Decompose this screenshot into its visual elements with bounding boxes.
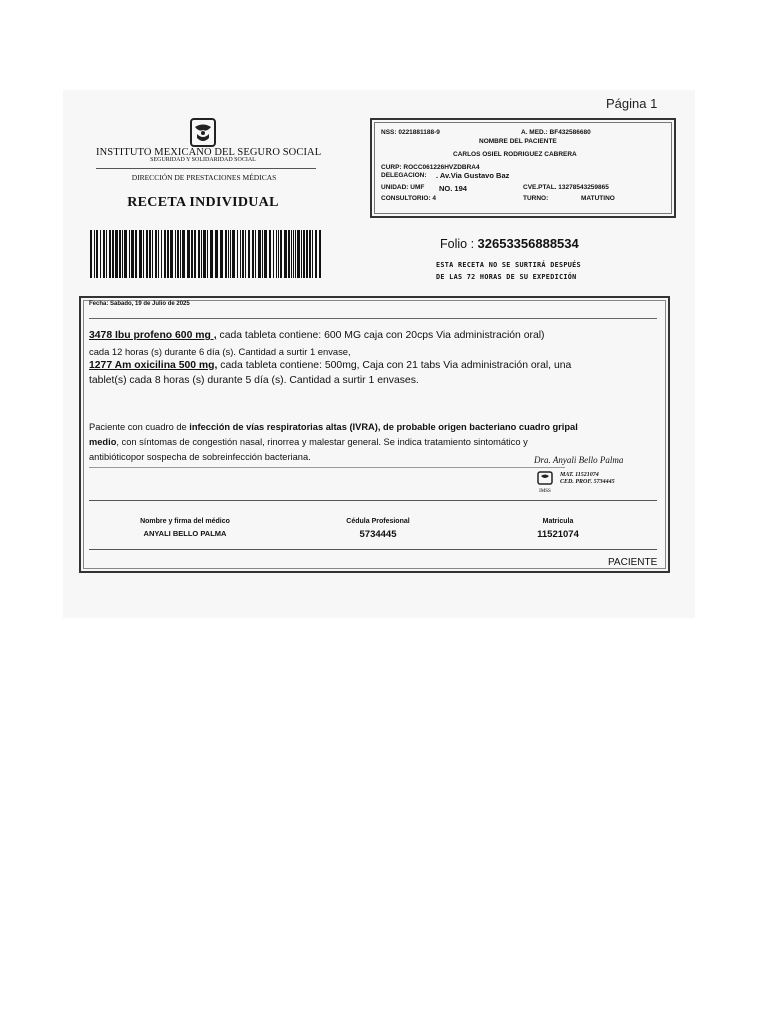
document-title: RECETA INDIVIDUAL [127, 195, 279, 210]
delegacion-label: DELEGACION: [381, 172, 427, 179]
turno-label: TURNO: [523, 195, 549, 202]
imss-stamp-icon [535, 471, 555, 493]
diagnosis-line-1 [89, 422, 578, 432]
date-divider [89, 318, 657, 319]
stamp-label: IMSS [539, 489, 551, 493]
diagnosis-text-1: Paciente con cuadro de [89, 422, 190, 432]
rx-item-2-drug: 1277 Am oxicilina 500 mg, [89, 360, 218, 371]
folio-number: 32653356888534 [477, 236, 579, 251]
turno-value: MATUTINO [581, 195, 615, 202]
folio [440, 236, 579, 251]
diagnosis-line-3: antibióticopor sospecha de sobreinfección bacteriana. [89, 452, 311, 462]
signature-divider [89, 467, 565, 468]
nss-field: NSS: 0221881188-9 [381, 129, 440, 136]
institution-name: INSTITUTO MEXICANO DEL SEGURO SOCIAL [96, 147, 322, 158]
patient-info-box [370, 118, 676, 218]
footer-divider-top [89, 500, 657, 501]
curp-field: CURP: ROCC061226HVZDBRA4 [381, 164, 480, 171]
matricula-label: Matricula [542, 518, 574, 525]
rx-item-1-drug: 3478 Ibu profeno 600 mg , [89, 330, 217, 341]
cedula-label: Cédula Profesional [346, 518, 410, 525]
institution-motto: SEGURIDAD Y SOLIDARIDAD SOCIAL [150, 157, 256, 163]
cve-ptal-field: CVE.PTAL. 13278543259865 [523, 184, 609, 191]
header-divider [96, 168, 316, 169]
diagnosis-bold-2: medio [89, 437, 117, 447]
page-number: Página 1 [606, 96, 658, 111]
imss-eagle-logo-icon [183, 118, 223, 148]
diagnosis-bold-1: infección de vías respiratorias altas (IVRA), de probable origen bacteriano cuadro gripal [189, 422, 578, 432]
doctor-name-value: ANYALI BELLO PALMA [143, 529, 227, 538]
doctor-signature: Dra. Anyali Bello Palma [534, 455, 624, 465]
barcode-icon [90, 230, 322, 278]
unidad-label: UNIDAD: UMF [381, 184, 425, 191]
signature-ced: CED. PROF. 5734445 [560, 479, 615, 485]
diagnosis-line-2 [89, 437, 528, 447]
rx-item-1-line-1 [89, 330, 545, 341]
rx-item-2-dosage: tablet(s) cada 8 horas (s) durante 5 día (s). Cantidad a surtir 1 envases. [89, 375, 419, 386]
notice-line-1: ESTA RECETA NO SE SURTIRÁ DESPUÉS [436, 261, 581, 269]
patient-name-label: NOMBRE DEL PACIENTE [479, 138, 557, 145]
rx-item-1-dosage: cada 12 horas (s) durante 6 día (s). Cantidad a surtir 1 envase, [89, 346, 351, 357]
unidad-value: NO. 194 [439, 184, 467, 193]
doctor-name-label: Nombre y firma del médico [140, 518, 230, 525]
notice-line-2: DE LAS 72 HORAS DE SU EXPEDICIÓN [436, 273, 577, 281]
prescription-date: Fecha: Sabado, 19 de Julio de 2025 [89, 301, 190, 307]
rx-item-1-desc: cada tableta contiene: 600 MG caja con 20cps Via administración oral) [216, 330, 545, 341]
copy-label: PACIENTE [608, 557, 658, 568]
direction-label: DIRECCIÓN DE PRESTACIONES MÉDICAS [131, 173, 277, 182]
footer-divider-bottom [89, 549, 657, 550]
rx-item-2-desc: cada tableta contiene: 500mg, Caja con 21 tabs Via administración oral, una [217, 360, 572, 371]
rx-item-2-line-1 [89, 360, 571, 371]
diagnosis-text-2: , con síntomas de congestión nasal, rinorrea y malestar general. Se indica tratamiento sintomático y [116, 437, 528, 447]
patient-name: CARLOS OSIEL RODRIGUEZ CABRERA [453, 151, 577, 158]
matricula-value: 11521074 [537, 529, 579, 540]
amed-field: A. MED.: BF432586680 [521, 129, 591, 136]
folio-label: Folio : [440, 237, 475, 251]
validity-notice [436, 259, 581, 283]
cedula-value: 5734445 [359, 529, 397, 540]
signature-mat: MAT. 11521074 [560, 472, 599, 478]
consultorio-field: CONSULTORIO: 4 [381, 195, 437, 202]
delegacion-value: . Av.Via Gustavo Baz [436, 171, 510, 180]
